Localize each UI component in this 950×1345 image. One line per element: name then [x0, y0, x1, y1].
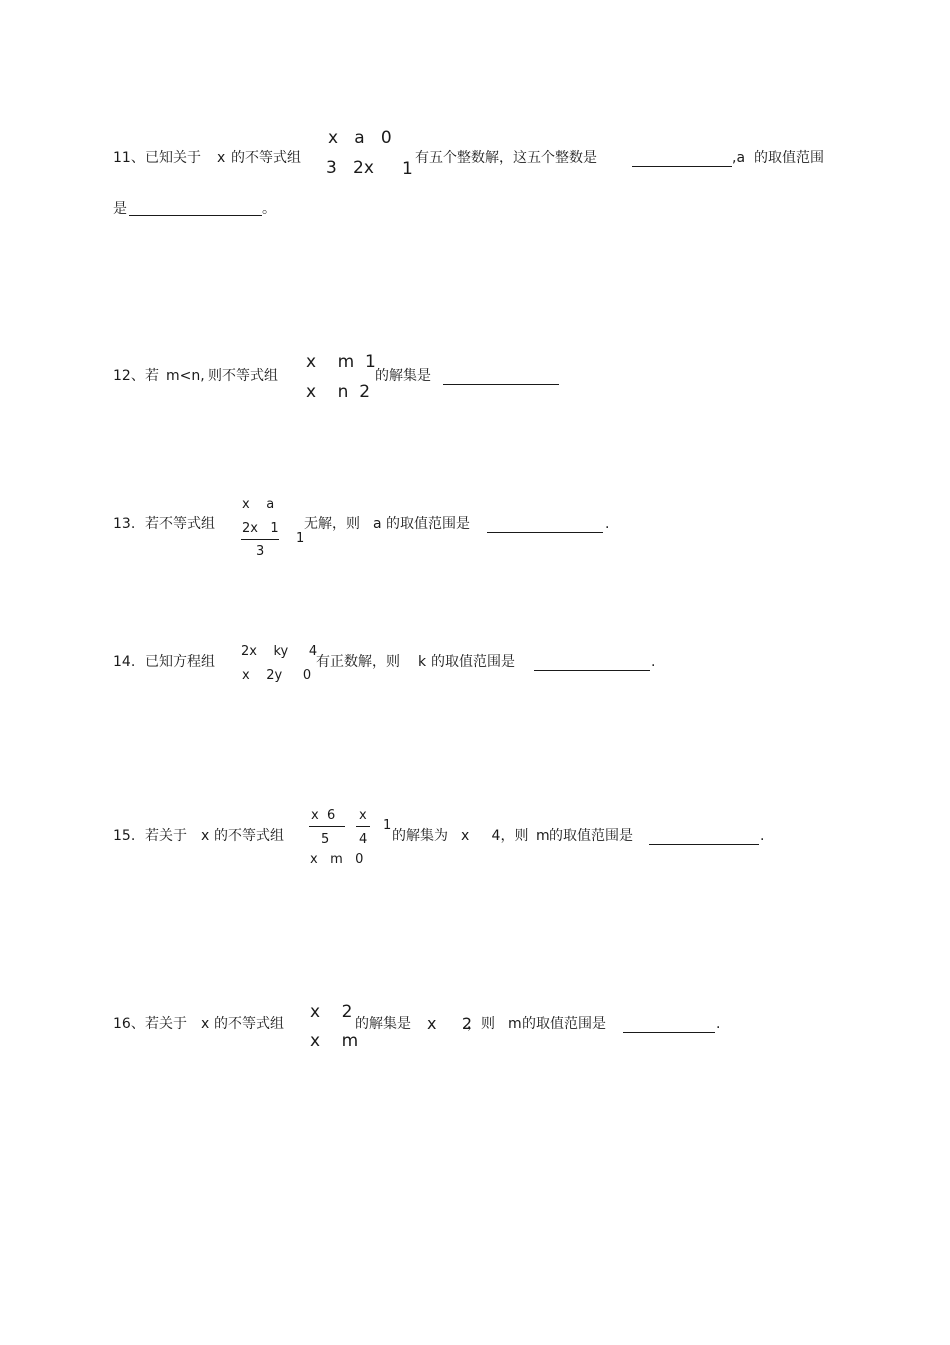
- question-text: 则不等式组: [208, 368, 278, 384]
- question-text: 若关于: [145, 828, 187, 844]
- question-text: 的解集是: [375, 368, 431, 384]
- fraction-rhs: 1: [296, 531, 305, 546]
- system-row-1: x a 0: [328, 128, 392, 148]
- question-text: 的不等式组: [214, 1016, 284, 1032]
- fraction-2-numerator: x: [359, 808, 367, 823]
- question-text: 的取值范围: [754, 150, 824, 166]
- punctuation: .: [651, 654, 656, 670]
- fraction-numerator: 2x 1: [242, 521, 279, 536]
- question-text: 有正数解，则: [316, 654, 400, 670]
- question-text: 无解，则: [304, 516, 360, 532]
- system-row-2: x m: [310, 1031, 359, 1051]
- punctuation: .: [760, 828, 765, 844]
- system-row-1: x 2: [310, 1002, 353, 1022]
- question-text: 已知方程组: [145, 654, 215, 670]
- answer-blank[interactable]: [534, 670, 650, 671]
- problem-number: 12、: [113, 368, 145, 384]
- inequality-rhs: 1: [383, 818, 392, 833]
- system-row-1: x a: [242, 497, 275, 512]
- system-row-2: x 2y 0: [242, 668, 312, 683]
- question-text: 的不等式组: [231, 150, 301, 166]
- question-text: 的取值范围是: [549, 828, 633, 844]
- variable: x: [217, 150, 226, 166]
- punctuation: .: [716, 1016, 721, 1032]
- fraction-2-bar: [356, 826, 370, 827]
- punctuation: 。: [262, 201, 276, 217]
- question-text: 的取值范围是: [522, 1016, 606, 1032]
- question-text: 的取值范围是: [431, 654, 515, 670]
- question-text: ，则: [467, 1016, 495, 1032]
- problem-number: 13.: [113, 516, 136, 532]
- punctuation: .: [605, 516, 610, 532]
- question-text: 已知关于: [145, 150, 201, 166]
- variable: m: [536, 828, 550, 844]
- system-row-2: 3 2x: [326, 158, 374, 178]
- variable: x: [201, 828, 210, 844]
- question-text: 的解集为: [392, 828, 448, 844]
- question-text: 的解集是: [355, 1016, 411, 1032]
- question-text: 若: [145, 368, 159, 384]
- question-text: 的取值范围是: [386, 516, 470, 532]
- system-row-2: x m 0: [310, 852, 364, 867]
- problem-number: 15.: [113, 828, 136, 844]
- variable: a: [373, 516, 382, 532]
- answer-blank[interactable]: [443, 384, 559, 385]
- fraction-2-denominator: 4: [359, 832, 368, 847]
- question-text: 的不等式组: [214, 828, 284, 844]
- fraction-1-denominator: 5: [321, 832, 330, 847]
- condition: m<n,: [166, 368, 205, 384]
- variable: k: [418, 654, 427, 670]
- problem-number: 14.: [113, 654, 136, 670]
- system-row-1: 2x ky 4: [241, 644, 318, 659]
- fraction-bar: [241, 539, 279, 540]
- question-text: 有五个整数解，这五个整数是: [415, 150, 597, 166]
- solution: x 2: [427, 1014, 473, 1033]
- question-text: 若不等式组: [145, 516, 215, 532]
- answer-blank[interactable]: [623, 1032, 715, 1033]
- question-text: 是: [113, 201, 127, 217]
- fraction-1-bar: [309, 826, 345, 827]
- answer-blank[interactable]: [649, 844, 759, 845]
- answer-blank[interactable]: [129, 215, 262, 216]
- system-row-1: x m 1: [306, 352, 376, 372]
- system-row-2-rhs: 1: [402, 159, 413, 179]
- variable: m: [508, 1016, 522, 1032]
- problem-number: 11、: [113, 150, 145, 166]
- answer-blank[interactable]: [487, 532, 603, 533]
- fraction-denominator: 3: [256, 544, 265, 559]
- solution: x 4，则: [461, 828, 529, 844]
- question-text: 若关于: [145, 1016, 187, 1032]
- answer-blank[interactable]: [632, 166, 732, 167]
- problem-number: 16、: [113, 1016, 145, 1032]
- fraction-1-numerator: x 6: [311, 808, 336, 823]
- system-row-2: x n 2: [306, 382, 371, 402]
- variable: ,a: [732, 150, 746, 166]
- variable: x: [201, 1016, 210, 1032]
